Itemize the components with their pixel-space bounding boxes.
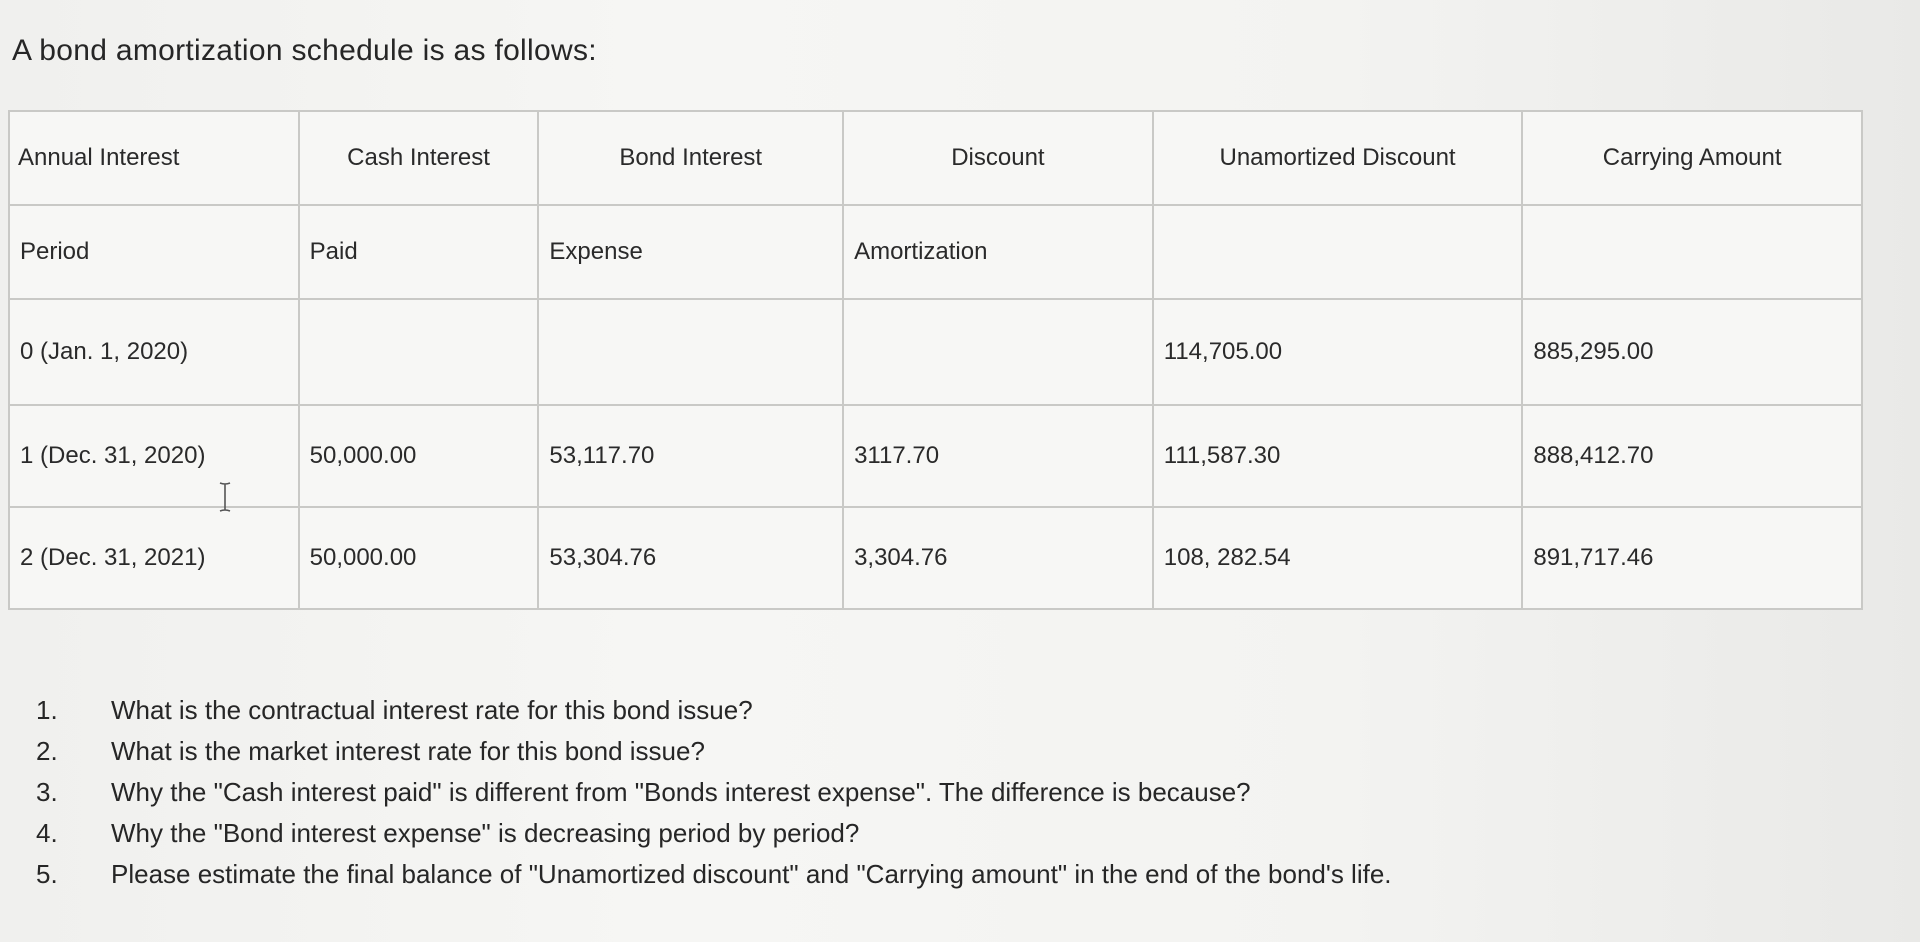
period-cell: 1 (Dec. 31, 2020) — [9, 405, 299, 507]
header-expense: Expense — [538, 205, 843, 299]
cash-interest-cell — [299, 299, 539, 405]
cash-interest-cell: 50,000.00 — [299, 405, 539, 507]
header-bond-interest: Bond Interest — [538, 111, 843, 205]
intro-text: A bond amortization schedule is as follows: — [12, 34, 597, 67]
unamortized-discount-cell: 114,705.00 — [1153, 299, 1523, 405]
question-number: 4. — [36, 818, 58, 848]
discount-amortization-cell — [843, 299, 1153, 405]
bond-interest-cell: 53,304.76 — [538, 507, 843, 609]
header-carrying-amount: Carrying Amount — [1522, 111, 1862, 205]
header-amortization: Amortization — [843, 205, 1153, 299]
question-text: What is the market interest rate for this bond issue? — [111, 736, 705, 766]
unamortized-discount-cell: 111,587.30 — [1153, 405, 1523, 507]
question-item — [32, 854, 1392, 895]
header-row-1 — [9, 111, 1862, 205]
carrying-amount-cell: 888,412.70 — [1522, 405, 1862, 507]
period-cell: 0 (Jan. 1, 2020) — [9, 299, 299, 405]
header-period: Period — [9, 205, 299, 299]
bond-interest-cell: 53,117.70 — [538, 405, 843, 507]
questions-list — [32, 690, 1392, 895]
amortization-schedule-table — [8, 110, 1863, 610]
question-number: 1. — [36, 695, 58, 725]
question-item — [32, 690, 1392, 731]
question-item — [32, 731, 1392, 772]
header-unamortized-discount: Unamortized Discount — [1153, 111, 1523, 205]
carrying-amount-cell: 891,717.46 — [1522, 507, 1862, 609]
header-row-2 — [9, 205, 1862, 299]
table-row — [9, 507, 1862, 609]
unamortized-discount-cell: 108, 282.54 — [1153, 507, 1523, 609]
question-item — [32, 813, 1392, 854]
header-annual-interest: Annual Interest — [9, 111, 299, 205]
question-number: 2. — [36, 736, 58, 766]
table-row — [9, 299, 1862, 405]
question-text: Why the "Bond interest expense" is decreasing period by period? — [111, 818, 860, 848]
question-text: What is the contractual interest rate for this bond issue? — [111, 695, 753, 725]
question-number: 5. — [36, 859, 58, 889]
header-blank-6 — [1522, 205, 1862, 299]
header-discount: Discount — [843, 111, 1153, 205]
question-text: Please estimate the final balance of "Unamortized discount" and "Carrying amount" in the end of the bond's life. — [111, 859, 1392, 889]
question-item — [32, 772, 1392, 813]
text-cursor-icon — [218, 482, 232, 512]
amortization-table-container — [8, 110, 1863, 610]
table-row — [9, 405, 1862, 507]
carrying-amount-cell: 885,295.00 — [1522, 299, 1862, 405]
period-cell: 2 (Dec. 31, 2021) — [9, 507, 299, 609]
cash-interest-cell: 50,000.00 — [299, 507, 539, 609]
header-cash-interest: Cash Interest — [299, 111, 539, 205]
discount-amortization-cell: 3117.70 — [843, 405, 1153, 507]
bond-interest-cell — [538, 299, 843, 405]
question-text: Why the "Cash interest paid" is different from "Bonds interest expense". The difference is because? — [111, 777, 1251, 807]
question-number: 3. — [36, 777, 58, 807]
header-blank-5 — [1153, 205, 1523, 299]
discount-amortization-cell: 3,304.76 — [843, 507, 1153, 609]
header-paid: Paid — [299, 205, 539, 299]
